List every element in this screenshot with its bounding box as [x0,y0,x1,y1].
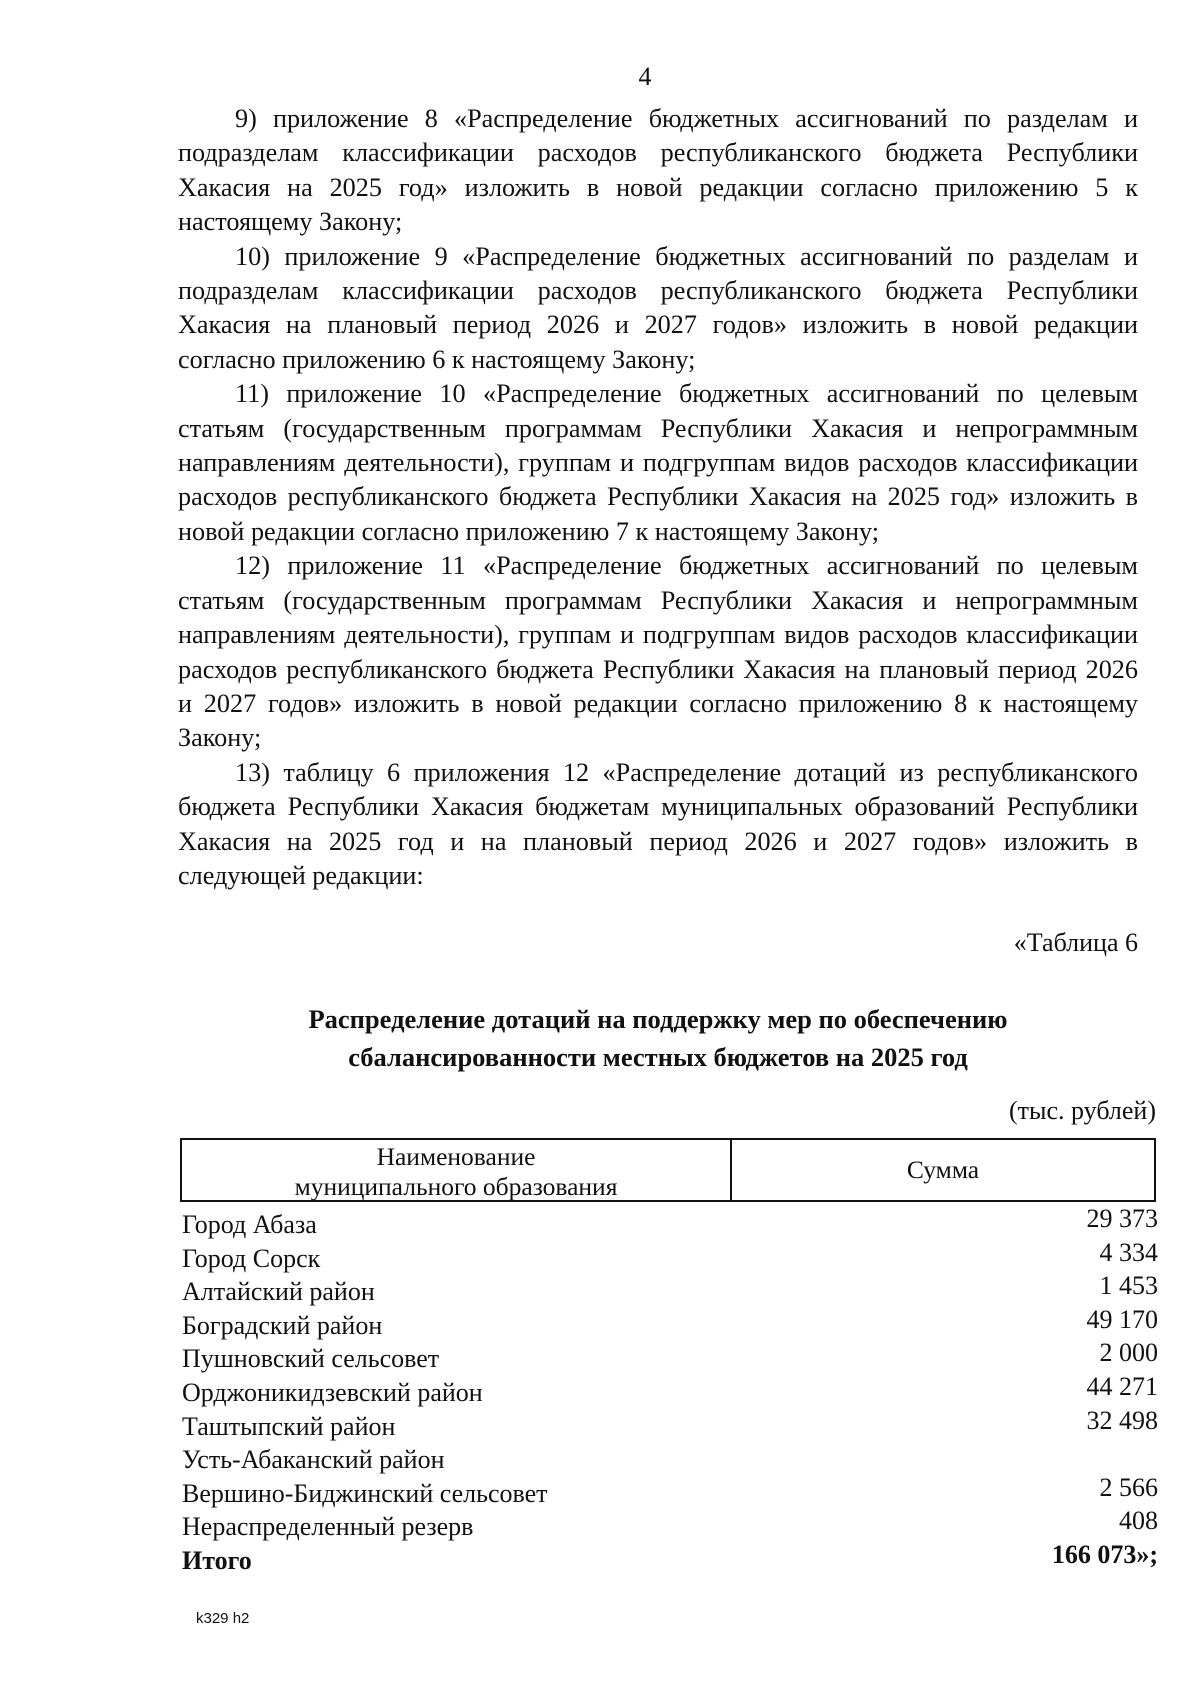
body-text [178,102,1138,893]
paragraph-11: 11) приложение 10 «Распределение бюджетных ассигнований по целевым статьям (государственным программам Республики Хакасия и непрограммным направлениям деятельности), группам и подгруппам видов расходов классификации расходов республиканского бюджета Республики Хакасия на 2025 год» изложить в новой редакции согласно приложению 7 к настоящему Закону; [178,379,1138,546]
table-body [182,1204,1158,1578]
table-total-row [182,1539,1158,1578]
page-number: 4 [638,62,652,91]
paragraph-10: 10) приложение 9 «Распределение бюджетных ассигнований по разделам и подразделам классификации расходов республиканского бюджета Республики Хакасия на плановый период 2026 и 2027 годов» изложить в новой редакции согласно приложению 6 к настоящему Закону; [178,241,1138,374]
header-name-cell [182,1140,732,1200]
paragraph-12: 12) приложение 11 «Распределение бюджетных ассигнований по целевым статьям (государственным программам Республики Хакасия и непрограммным направлениям деятельности), группам и подгруппам видов расходов классификации расходов республиканского бюджета Республики Хакасия на плановый период 2026 и 2027 годов» изложить в новой редакции согласно приложению 8 к настоящему Закону; [178,551,1138,753]
header-name-line1: Наименование [376,1142,536,1171]
table-title-line1: Распределение дотаций на поддержку мер по обеспечению [308,1004,1008,1034]
row-value: 32 498 [1086,1405,1158,1435]
table-title-line2: сбалансированности местных бюджетов на 2025 год [348,1042,968,1072]
table-header [180,1138,1156,1202]
paragraph-13: 13) таблицу 6 приложения 12 «Распределение дотаций из республиканского бюджета Республики Хакасия бюджетам муниципальных образований Республики Хакасия на 2025 год и на плановый период 2026 и 2027 годов» изложить в следующей редакции: [178,757,1138,890]
paragraph-9: 9) приложение 8 «Распределение бюджетных ассигнований по разделам и подразделам классификации расходов республиканского бюджета Республики Хакасия на 2025 год» изложить в новой редакции согласно приложению 5 к настоящему Закону; [178,104,1138,237]
row-value: 29 373 [1086,1204,1158,1233]
total-value: 166 073»; [1051,1539,1158,1569]
row-value: 44 271 [1086,1371,1158,1401]
row-name: Город Сорск [182,1243,321,1273]
row-value: 49 170 [1086,1304,1158,1334]
row-name: Пушновский сельсовет [182,1344,440,1374]
total-label: Итого [182,1545,252,1575]
row-value: 4 334 [1099,1237,1158,1267]
row-name: Вершино-Биджинский сельсовет [182,1478,548,1508]
row-name: Боградский район [182,1310,383,1340]
row-value: 408 [1119,1506,1158,1536]
row-name: Город Абаза [182,1210,317,1239]
row-value [918,1437,1158,1471]
footer-code: k329 h2 [196,1610,250,1627]
table-title [178,1000,1138,1076]
table-caption: «Таблица 6 [1013,928,1138,957]
row-value: 2 566 [1099,1472,1158,1502]
header-name-line2: муниципального образования [294,1172,618,1201]
row-value: 2 000 [1099,1338,1158,1368]
row-name: Нераспределенный резерв [182,1512,474,1542]
row-name: Алтайский район [182,1277,375,1307]
row-name: Усть-Абаканский район [182,1445,445,1475]
row-name: Таштыпский район [182,1411,396,1441]
row-value: 1 453 [1099,1271,1158,1301]
row-name: Орджоникидзевский район [182,1377,483,1407]
header-sum-cell: Сумма [906,1155,980,1184]
units-label: (тыс. рублей) [1008,1096,1156,1125]
